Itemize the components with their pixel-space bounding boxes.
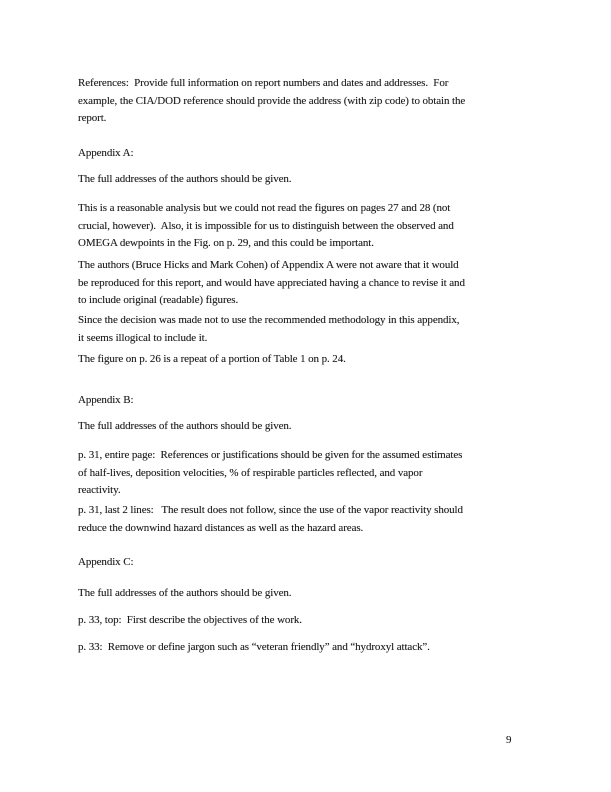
paragraph-appendix-c-p33-top <box>78 612 538 630</box>
paragraph-appendix-c-p33-jargon <box>78 639 538 657</box>
text-line: p. 33, top: First describe the objectives of the work. <box>78 614 302 626</box>
text-line: reduce the downwind hazard distances as well as the hazard areas. <box>78 521 364 534</box>
text-line: Appendix A: <box>78 147 134 159</box>
heading-appendix-b <box>78 392 538 410</box>
text-line: p. 33: Remove or define jargon such as “veteran friendly” and “hydroxyl attack”. <box>78 641 430 653</box>
text-line: Appendix C: <box>78 556 134 568</box>
text-line: report. <box>78 112 107 124</box>
text-line: This is a reasonable analysis but we could not read the figures on pages 27 and 28 (not <box>78 202 451 214</box>
text-line: be reproduced for this report, and would have appreciated having a chance to revise it and <box>78 276 465 289</box>
text-line: p. 31, entire page: References or justifications should be given for the assumed estimates <box>78 449 463 461</box>
paragraph-appendix-a-decision <box>78 312 538 347</box>
text-line: reactivity. <box>78 484 121 496</box>
heading-appendix-c <box>78 554 538 572</box>
text-line: of half-lives, deposition velocities, % of respirable particles reflected, and vapor <box>78 466 423 479</box>
text-line: The authors (Bruce Hicks and Mark Cohen) of Appendix A were not aware that it would <box>78 259 459 271</box>
text-line: OMEGA dewpoints in the Fig. on p. 29, and this could be important. <box>78 237 374 249</box>
paragraph-appendix-a-analysis <box>78 200 538 253</box>
text-line: The full addresses of the authors should be given. <box>78 173 292 185</box>
paragraph-appendix-a-addresses <box>78 171 538 189</box>
text-line: p. 31, last 2 lines: The result does not follow, since the use of the vapor reactivity should <box>78 504 463 516</box>
text-line: The full addresses of the authors should be given. <box>78 587 292 599</box>
paragraph-appendix-b-addresses <box>78 418 538 436</box>
text-line: Since the decision was made not to use the recommended methodology in this appendix, <box>78 314 460 326</box>
text-line: The figure on p. 26 is a repeat of a portion of Table 1 on p. 24. <box>78 353 346 365</box>
paragraph-appendix-c-addresses <box>78 585 538 603</box>
paragraph-appendix-a-figure <box>78 351 538 369</box>
text-line: Appendix B: <box>78 394 134 406</box>
paragraph-appendix-a-authors <box>78 257 538 310</box>
text-line: to include original (readable) figures. <box>78 294 239 306</box>
text-line: References: Provide full information on report numbers and dates and addresses. For <box>78 77 449 89</box>
paragraph-references <box>78 75 538 128</box>
heading-appendix-a <box>78 145 538 163</box>
text-line: example, the CIA/DOD reference should provide the address (with zip code) to obtain the <box>78 94 466 107</box>
text-line: it seems illogical to include it. <box>78 331 208 344</box>
paragraph-appendix-b-p31-last <box>78 502 538 537</box>
paragraph-appendix-b-p31-entire <box>78 447 538 500</box>
page-number: 9 <box>506 734 512 746</box>
text-line: crucial, however). Also, it is impossible for us to distinguish between the observed and <box>78 219 454 232</box>
text-line: The full addresses of the authors should be given. <box>78 420 292 432</box>
